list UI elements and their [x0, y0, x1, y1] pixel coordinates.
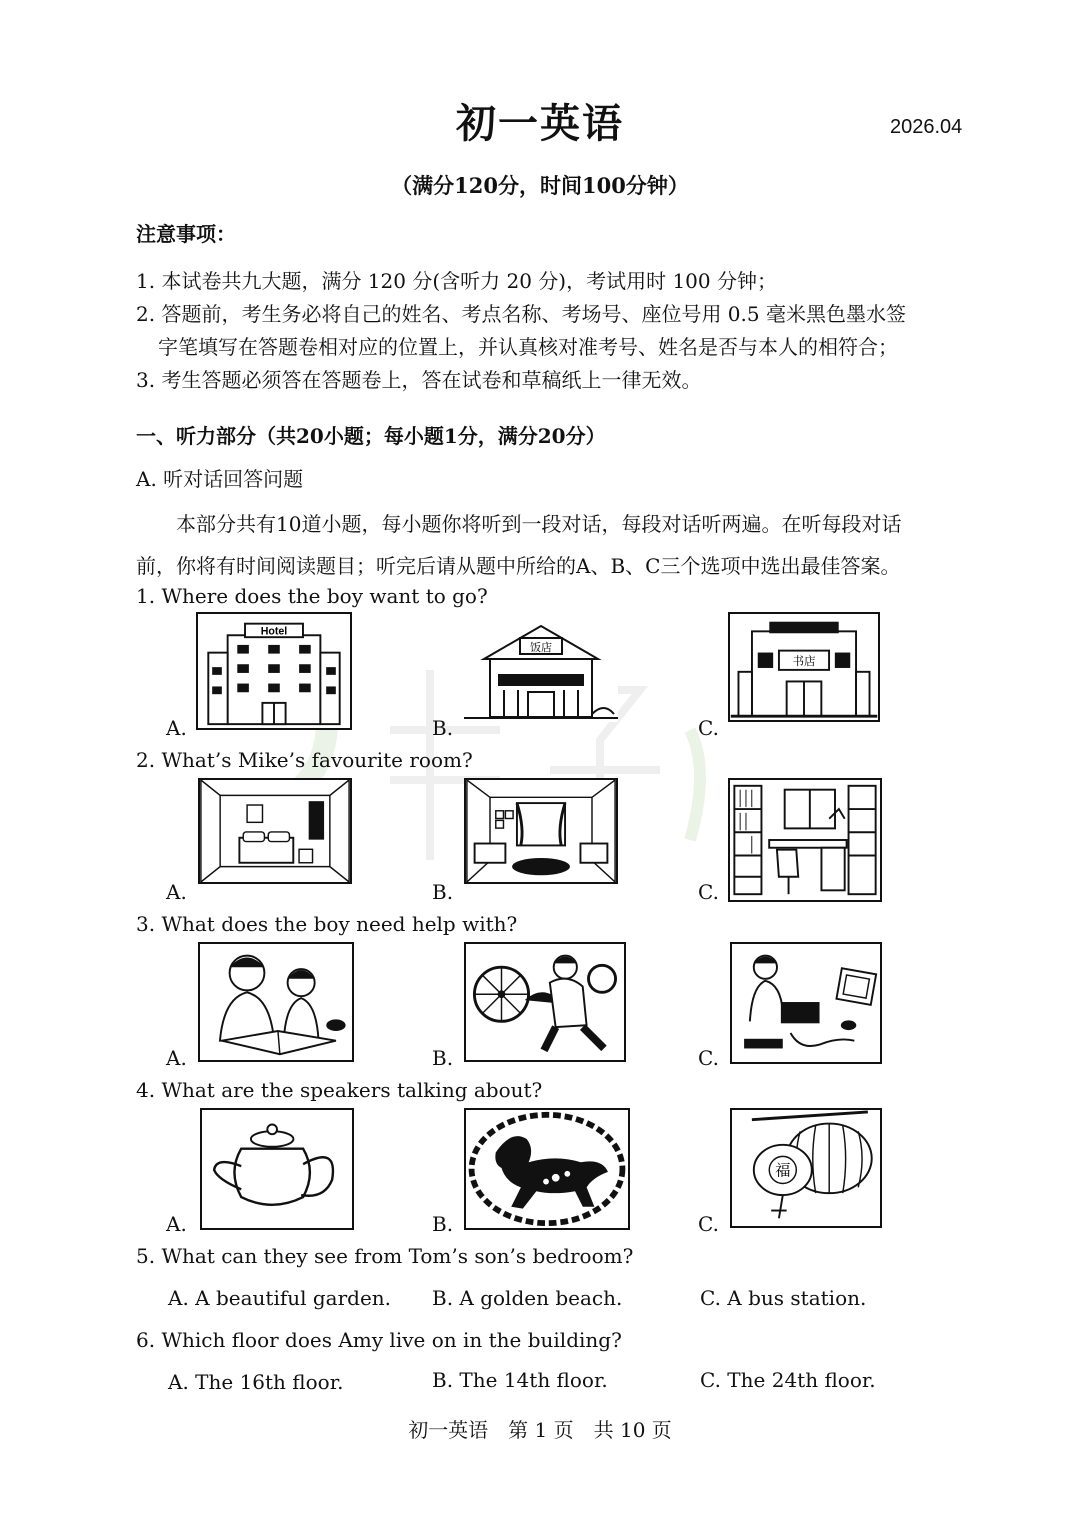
exam-title: 初一英语 — [456, 100, 624, 147]
q3-bicycle-picture — [464, 942, 626, 1062]
exam-subtitle: （满分120分，时间100分钟） — [391, 173, 689, 198]
q3-option-c: C. — [698, 1046, 719, 1070]
q6-option-a: A. The 16th floor. — [168, 1370, 344, 1394]
question-3: 3. What does the boy need help with? — [136, 912, 518, 936]
notice-item-2: 2. 答题前，考生务必将自己的姓名、考点名称、考场号、座位号用 0.5 毫米黑色墨水签 — [136, 302, 906, 326]
notice-heading: 注意事项： — [136, 222, 236, 246]
q1-option-c: C. — [698, 716, 719, 740]
q4-option-c: C. — [698, 1212, 719, 1236]
q4-lantern-picture — [730, 1108, 882, 1228]
q4-horse-papercut-picture — [464, 1108, 630, 1230]
part-a-heading: A. 听对话回答问题 — [136, 467, 304, 491]
q2-option-b: B. — [432, 880, 454, 904]
q3-homework-picture — [198, 942, 354, 1062]
q2-study-picture — [728, 778, 882, 902]
q3-option-b: B. — [432, 1046, 454, 1070]
notice-item-3: 3. 考生答题必须答在答题卷上，答在试卷和草稿纸上一律无效。 — [136, 368, 702, 392]
q5-option-b: B. A golden beach. — [432, 1286, 623, 1310]
svg-text:饭店: 饭店 — [530, 641, 552, 654]
q2-option-c: C. — [698, 880, 719, 904]
exam-date: 2026.04 — [890, 116, 963, 138]
intro-line-1: 本部分共有10道小题，每小题你将听到一段对话，每段对话听两遍。在听每段对话 — [176, 512, 902, 536]
question-2: 2. What’s Mike’s favourite room? — [136, 748, 473, 772]
q5-option-c: C. A bus station. — [700, 1286, 867, 1310]
svg-text:Hotel: Hotel — [260, 625, 288, 638]
q1-option-b: B. — [432, 716, 454, 740]
question-5: 5. What can they see from Tom’s son’s bedroom? — [136, 1244, 634, 1268]
q1-option-a: A. — [166, 716, 187, 740]
question-6: 6. Which floor does Amy live on in the building? — [136, 1328, 622, 1352]
q6-option-b: B. The 14th floor. — [432, 1368, 608, 1392]
q5-option-a: A. A beautiful garden. — [168, 1286, 392, 1310]
q2-option-a: A. — [166, 880, 187, 904]
q4-teapot-picture — [200, 1108, 354, 1230]
q1-hotel-picture — [196, 612, 352, 730]
notice-item-1: 1. 本试卷共九大题，满分 120 分(含听力 20 分)，考试用时 100 分钟； — [136, 269, 777, 293]
notice-item-2-cont: 字笔填写在答题卷相对应的位置上，并认真核对准考号、姓名是否与本人的相符合； — [158, 335, 898, 359]
q1-restaurant-picture — [464, 614, 618, 722]
q4-option-a: A. — [166, 1212, 187, 1236]
q2-bedroom-picture — [198, 778, 352, 884]
q3-option-a: A. — [166, 1046, 187, 1070]
q6-option-c: C. The 24th floor. — [700, 1368, 876, 1392]
intro-line-2: 前，你将有时间阅读题目；听完后请从题中所给的A、B、C三个选项中选出最佳答案。 — [136, 554, 901, 578]
question-1: 1. Where does the boy want to go? — [136, 584, 488, 608]
section-heading: 一、听力部分（共20小题；每小题1分，满分20分） — [136, 424, 606, 448]
question-4: 4. What are the speakers talking about? — [136, 1078, 543, 1102]
svg-text:福: 福 — [775, 1161, 791, 1180]
q2-living-room-picture — [464, 778, 618, 884]
q3-computer-picture — [730, 942, 882, 1064]
svg-text:书店: 书店 — [792, 654, 816, 669]
page-footer: 初一英语 第 1 页 共 10 页 — [408, 1418, 672, 1442]
q1-bookstore-picture — [728, 612, 880, 722]
q4-option-b: B. — [432, 1212, 454, 1236]
